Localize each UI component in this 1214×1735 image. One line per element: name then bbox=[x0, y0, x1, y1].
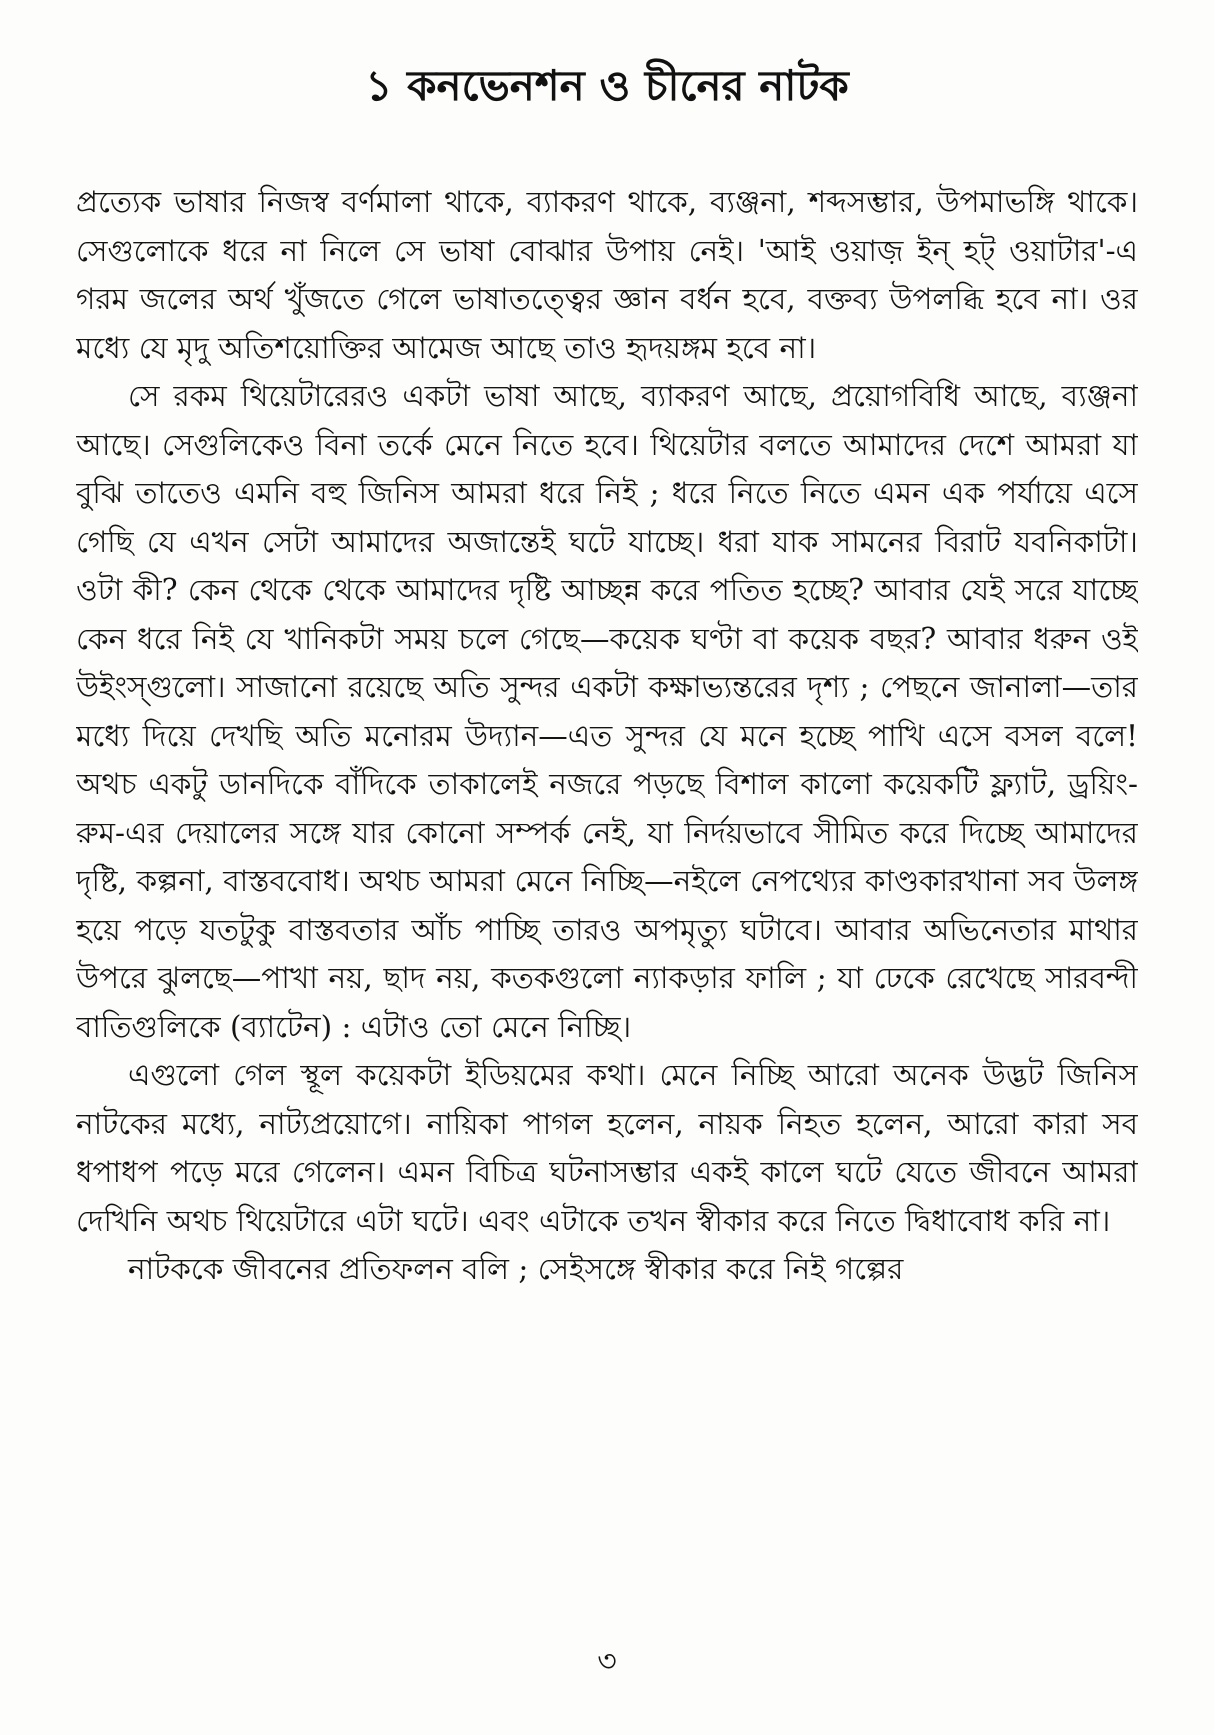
paragraph-3: এগুলো গেল স্থূল কয়েকটা ইডিয়মের কথা। মেনে নিচ্ছি আরো অনেক উদ্ভট জিনিস নাটকের মধ্যে, নাট্যপ্রয়োগে। নায়িকা পাগল হলেন, নায়ক নিহত হলেন, আরো কারা সব ধপাধপ পড়ে মরে গেলেন। এমন বিচিত্র ঘটনাসম্ভার একই কালে ঘটে যেতে জীবনে আমরা দেখিনি অথচ থিয়েটারে এটা ঘটে। এবং এটাকে তখন স্বীকার করে নিতে দ্বিধাবোধ করি না। bbox=[76, 1058, 1138, 1238]
paragraph-4: নাটককে জীবনের প্রতিফলন বলি ; সেইসঙ্গে স্বীকার করে নিই গল্পের bbox=[128, 1252, 904, 1286]
paragraph-2: সে রকম থিয়েটারেরও একটা ভাষা আছে, ব্যাকরণ আছে, প্রয়োগবিধি আছে, ব্যঞ্জনা আছে। সেগুলিকেও বিনা তর্কে মেনে নিতে হবে। থিয়েটার বলতে আমাদের দেশে আমরা যা বুঝি তাতেও এমনি বহু জিনিস আমরা ধরে নিই ; ধরে নিতে নিতে এমন এক পর্যায়ে এসে গেছি যে এখন সেটা আমাদের অজান্তেই ঘটে যাচ্ছে। ধরা যাক সামনের বিরাট যবনিকাটা। ওটা কী? কেন থেকে থেকে আমাদের দৃষ্টি আচ্ছন্ন করে পতিত হচ্ছে? আবার যেই সরে যাচ্ছে কেন ধরে নিই যে খানিকটা সময় চলে গেছে—কয়েক ঘণ্টা বা কয়েক বছর? আবার ধরুন ওই উইংস্‌গুলো। সাজানো রয়েছে অতি সুন্দর একটা কক্ষাভ্যন্তরের দৃশ্য ; পেছনে জানালা—তার মধ্যে দিয়ে দেখছি অতি মনোরম উদ্যান—এত সুন্দর যে মনে হচ্ছে পাখি এসে বসল বলে! অথচ একটু ডানদিকে বাঁদিকে তাকালেই নজরে পড়ছে বিশাল কালো কয়েকটি ফ্ল্যাট, ড্রয়িং-রুম-এর দেয়ালের সঙ্গে যার কোনো সম্পর্ক নেই, যা নির্দয়ভাবে সীমিত করে দিচ্ছে আমাদের দৃষ্টি, কল্পনা, বাস্তববোধ। অথচ আমরা মেনে নিচ্ছি—নইলে নেপথ্যের কাণ্ডকারখানা সব উলঙ্গ হয়ে পড়ে যতটুকু বাস্তবতার আঁচ পাচ্ছি তারও অপমৃত্যু ঘটাবে। আবার অভিনেতার মাথার উপরে ঝুলছে—পাখা নয়, ছাদ নয়, কতকগুলো ন্যাকড়ার ফালি ; যা ঢেকে রেখেছে সারবন্দী বাতিগুলিকে (ব্যাটেন) : এটাও তো মেনে নিচ্ছি। bbox=[76, 379, 1138, 1044]
body-text bbox=[76, 178, 1138, 1618]
paragraph-1: প্রত্যেক ভাষার নিজস্ব বর্ণমালা থাকে, ব্যাকরণ থাকে, ব্যঞ্জনা, শব্দসম্ভার, উপমাভঙ্গি থাকে। সেগুলোকে ধরে না নিলে সে ভাষা বোঝার উপায় নেই। 'আই ওয়াজ় ইন্ হট্ ওয়াটার'-এ গরম জলের অর্থ খুঁজতে গেলে ভাষাতত্ত্বের জ্ঞান বর্ধন হবে, বক্তব্য উপলব্ধি হবে না। ওর মধ্যে যে মৃদু অতিশয়োক্তির আমেজ আছে তাও হৃদয়ঙ্গম হবে না। bbox=[76, 185, 1138, 365]
page-number: ৩ bbox=[597, 1644, 617, 1679]
chapter-title: ১ কনভেনশন ও চীনের নাটক bbox=[365, 61, 849, 110]
